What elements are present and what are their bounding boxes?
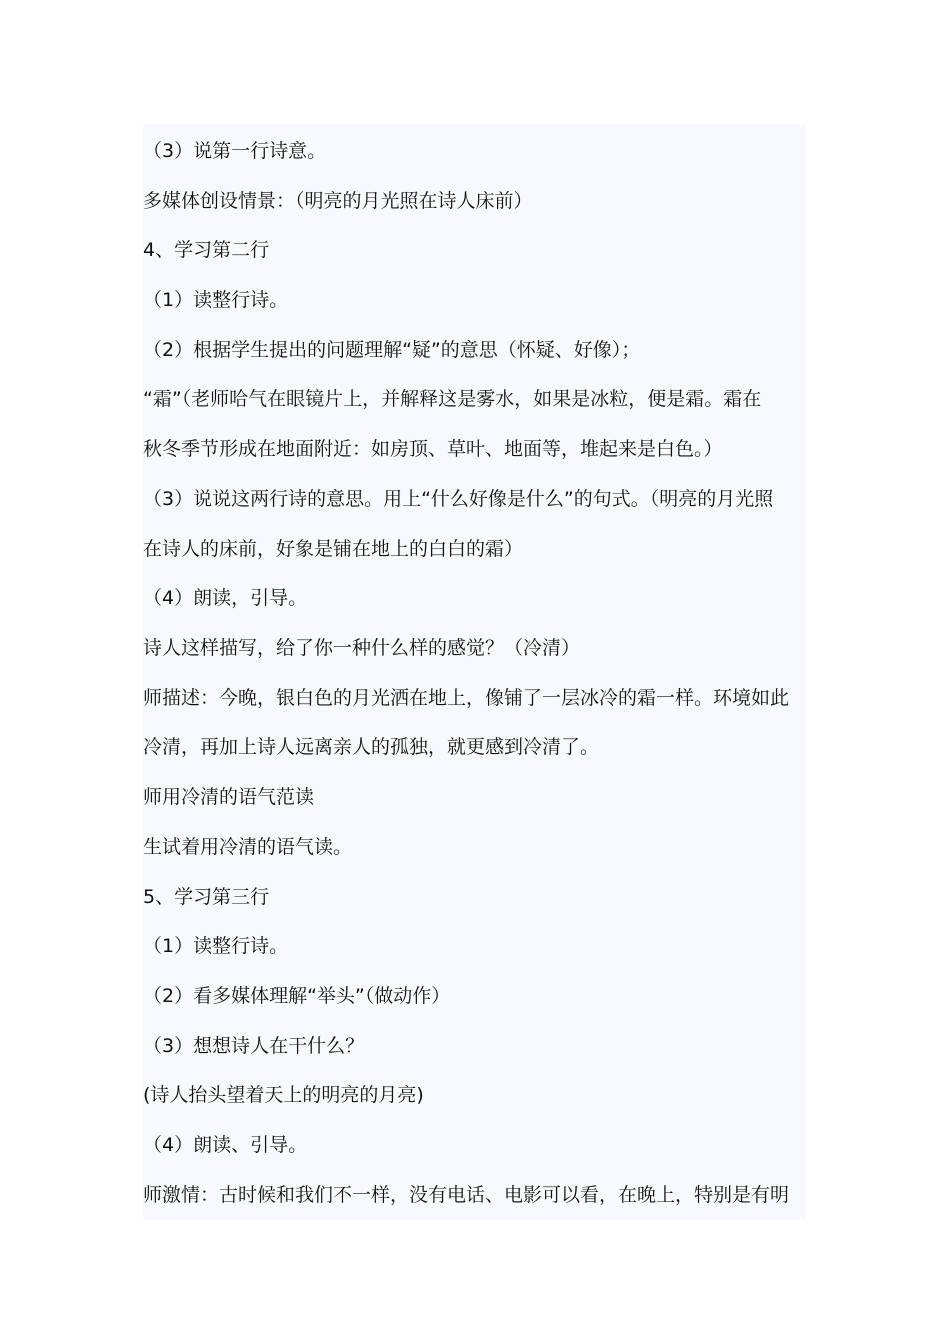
text-line: （1）读整行诗。 — [143, 289, 289, 311]
text-line: “霜”（老师哈气在眼镜片上，并解释这是雾水，如果是冰粒，便是霜。霜在 — [143, 388, 762, 410]
text-line: 诗人这样描写，给了你一种什么样的感觉？（冷清） — [143, 637, 581, 659]
text-line: （2）看多媒体理解“举头”（做动作） — [143, 985, 451, 1007]
text-line: （4）朗读，引导。 — [143, 587, 308, 609]
text-line: 多媒体创设情景：（明亮的月光照在诗人床前） — [143, 190, 533, 212]
text-line: （3）想想诗人在干什么？ — [143, 1035, 365, 1057]
text-line: 师用冷清的语气范读 — [143, 786, 315, 808]
text-line: 生试着用冷清的语气读。 — [143, 836, 353, 858]
document-text-block — [143, 124, 806, 1220]
text-line: 5、学习第三行 — [143, 886, 270, 908]
text-line: 在诗人的床前，好象是铺在地上的白白的霜） — [143, 538, 524, 560]
text-line: （4）朗读、引导。 — [143, 1134, 308, 1156]
text-line: 冷清，再加上诗人远离亲人的孤独，就更感到冷清了。 — [143, 736, 600, 758]
text-line: （1）读整行诗。 — [143, 935, 289, 957]
text-line: （2）根据学生提出的问题理解“疑”的意思（怀疑、好像）； — [143, 339, 641, 361]
text-line: (诗人抬头望着天上的明亮的月亮) — [143, 1084, 424, 1106]
text-line: 秋冬季节形成在地面附近：如房顶、草叶、地面等，堆起来是白色。） — [143, 438, 723, 460]
text-line: （3）说说这两行诗的意思。用上“什么好像是什么”的句式。（明亮的月光照 — [143, 488, 774, 510]
text-line: 4、学习第二行 — [143, 239, 270, 261]
text-line: 师激情：古时候和我们不一样，没有电话、电影可以看，在晚上，特别是有明 — [143, 1184, 790, 1206]
text-line: （3）说第一行诗意。 — [143, 140, 327, 162]
text-line: 师描述：今晚，银白色的月光洒在地上，像铺了一层冰冷的霜一样。环境如此 — [143, 687, 790, 709]
